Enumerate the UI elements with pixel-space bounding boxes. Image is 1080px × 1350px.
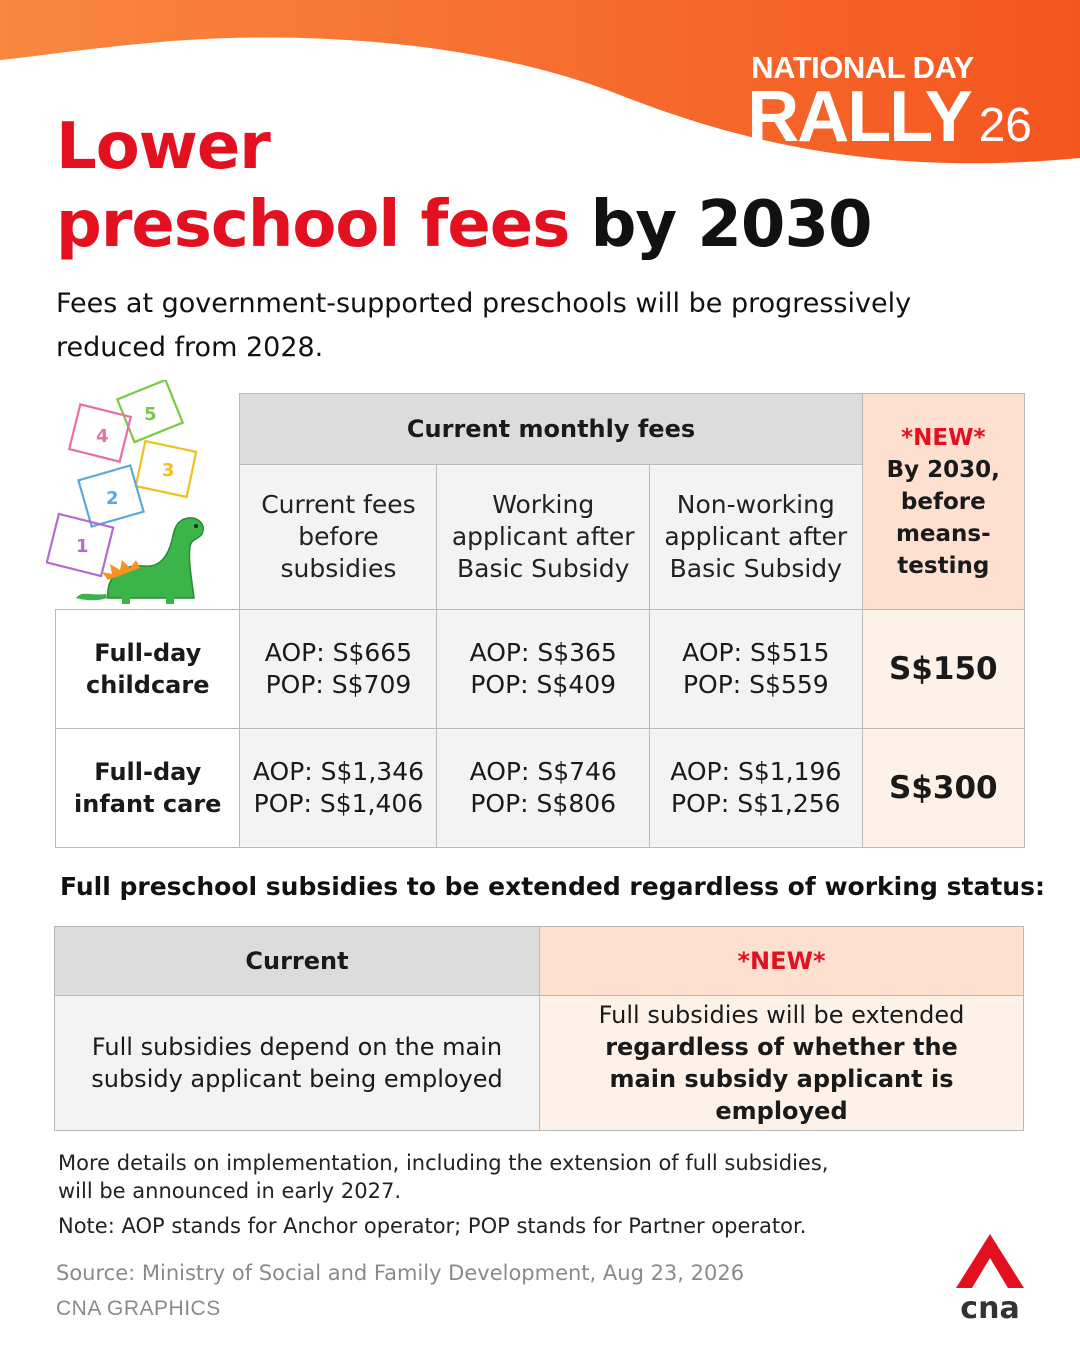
fee-cell	[240, 729, 437, 848]
table-row	[56, 610, 1025, 729]
pop-fee: POP: S$806	[470, 789, 617, 818]
new-tag: *NEW*	[901, 424, 986, 451]
new-fees-header	[862, 394, 1024, 610]
svg-text:2: 2	[106, 488, 119, 509]
fee-cell	[650, 729, 863, 848]
source-line: Source: Ministry of Social and Family Development, Aug 23, 2026	[56, 1261, 745, 1285]
row-label: Full-day childcare	[56, 610, 240, 729]
pop-fee: POP: S$409	[470, 670, 617, 699]
svg-text:3: 3	[162, 460, 175, 481]
fees-table	[55, 393, 1025, 848]
new-fee-value: S$150	[862, 610, 1024, 729]
table-row	[56, 729, 1025, 848]
current-fees-header: Current monthly fees	[240, 394, 862, 465]
svg-text:5: 5	[144, 404, 157, 425]
pop-fee: POP: S$709	[265, 670, 412, 699]
fee-cell	[437, 729, 650, 848]
current-text: Full subsidies depend on the main subsidy applicant being employed	[55, 996, 540, 1131]
illustration-cell	[56, 394, 240, 610]
rally-event-line2: RALLY	[747, 77, 971, 157]
cna-logo	[950, 1232, 1030, 1322]
aop-fee: AOP: S$746	[469, 757, 617, 786]
subsidies-table	[54, 926, 1024, 1131]
column-header: Current fees before subsidies	[240, 465, 437, 610]
column-header: Non-working applicant after Basic Subsidy	[650, 465, 863, 610]
column-header: Working applicant after Basic Subsidy	[437, 465, 650, 610]
new-text-bold: regardless of whether the main subsidy applicant is employed	[605, 1033, 958, 1125]
pop-fee: POP: S$1,256	[671, 789, 841, 818]
rally-year: 26	[978, 99, 1032, 152]
row-label: Full-day infant care	[56, 729, 240, 848]
aop-fee: AOP: S$1,346	[252, 757, 425, 786]
details-note: More details on implementation, including the extension of full subsidies, will be announced in early 2027.	[58, 1151, 829, 1203]
logo-text: cna	[960, 1291, 1020, 1322]
svg-text:4: 4	[96, 426, 109, 447]
abbreviation-note: Note: AOP stands for Anchor operator; POP stands for Partner operator.	[58, 1214, 807, 1238]
new-fees-header-text: By 2030, before means-testing	[886, 456, 1000, 579]
fee-cell	[240, 610, 437, 729]
new-fee-value: S$300	[862, 729, 1024, 848]
new-text	[540, 996, 1024, 1131]
current-header: Current	[55, 927, 540, 996]
subtitle: Fees at government-supported preschools will be progressively reduced from 2028.	[56, 288, 912, 363]
aop-fee: AOP: S$665	[264, 638, 413, 667]
subsidies-heading: Full preschool subsidies to be extended regardless of working status:	[60, 872, 1045, 901]
credit-line: CNA GRAPHICS	[56, 1297, 221, 1320]
fee-cell	[650, 610, 863, 729]
pop-fee: POP: S$1,406	[253, 789, 424, 818]
fee-cell	[437, 610, 650, 729]
aop-fee: AOP: S$365	[469, 638, 617, 667]
aop-fee: AOP: S$515	[682, 638, 830, 667]
new-header: *NEW*	[540, 927, 1024, 996]
svg-text:1: 1	[76, 536, 89, 557]
title-line1: Lower	[56, 110, 270, 184]
title-line2-red: preschool fees	[56, 188, 570, 262]
title-line2-black: by 2030	[590, 188, 872, 262]
page-title	[56, 108, 872, 264]
aop-fee: AOP: S$1,196	[670, 757, 842, 786]
new-text-plain: Full subsidies will be extended	[598, 1001, 965, 1029]
rally-event-line1: NATIONAL DAY	[751, 50, 974, 85]
pop-fee: POP: S$559	[682, 670, 829, 699]
